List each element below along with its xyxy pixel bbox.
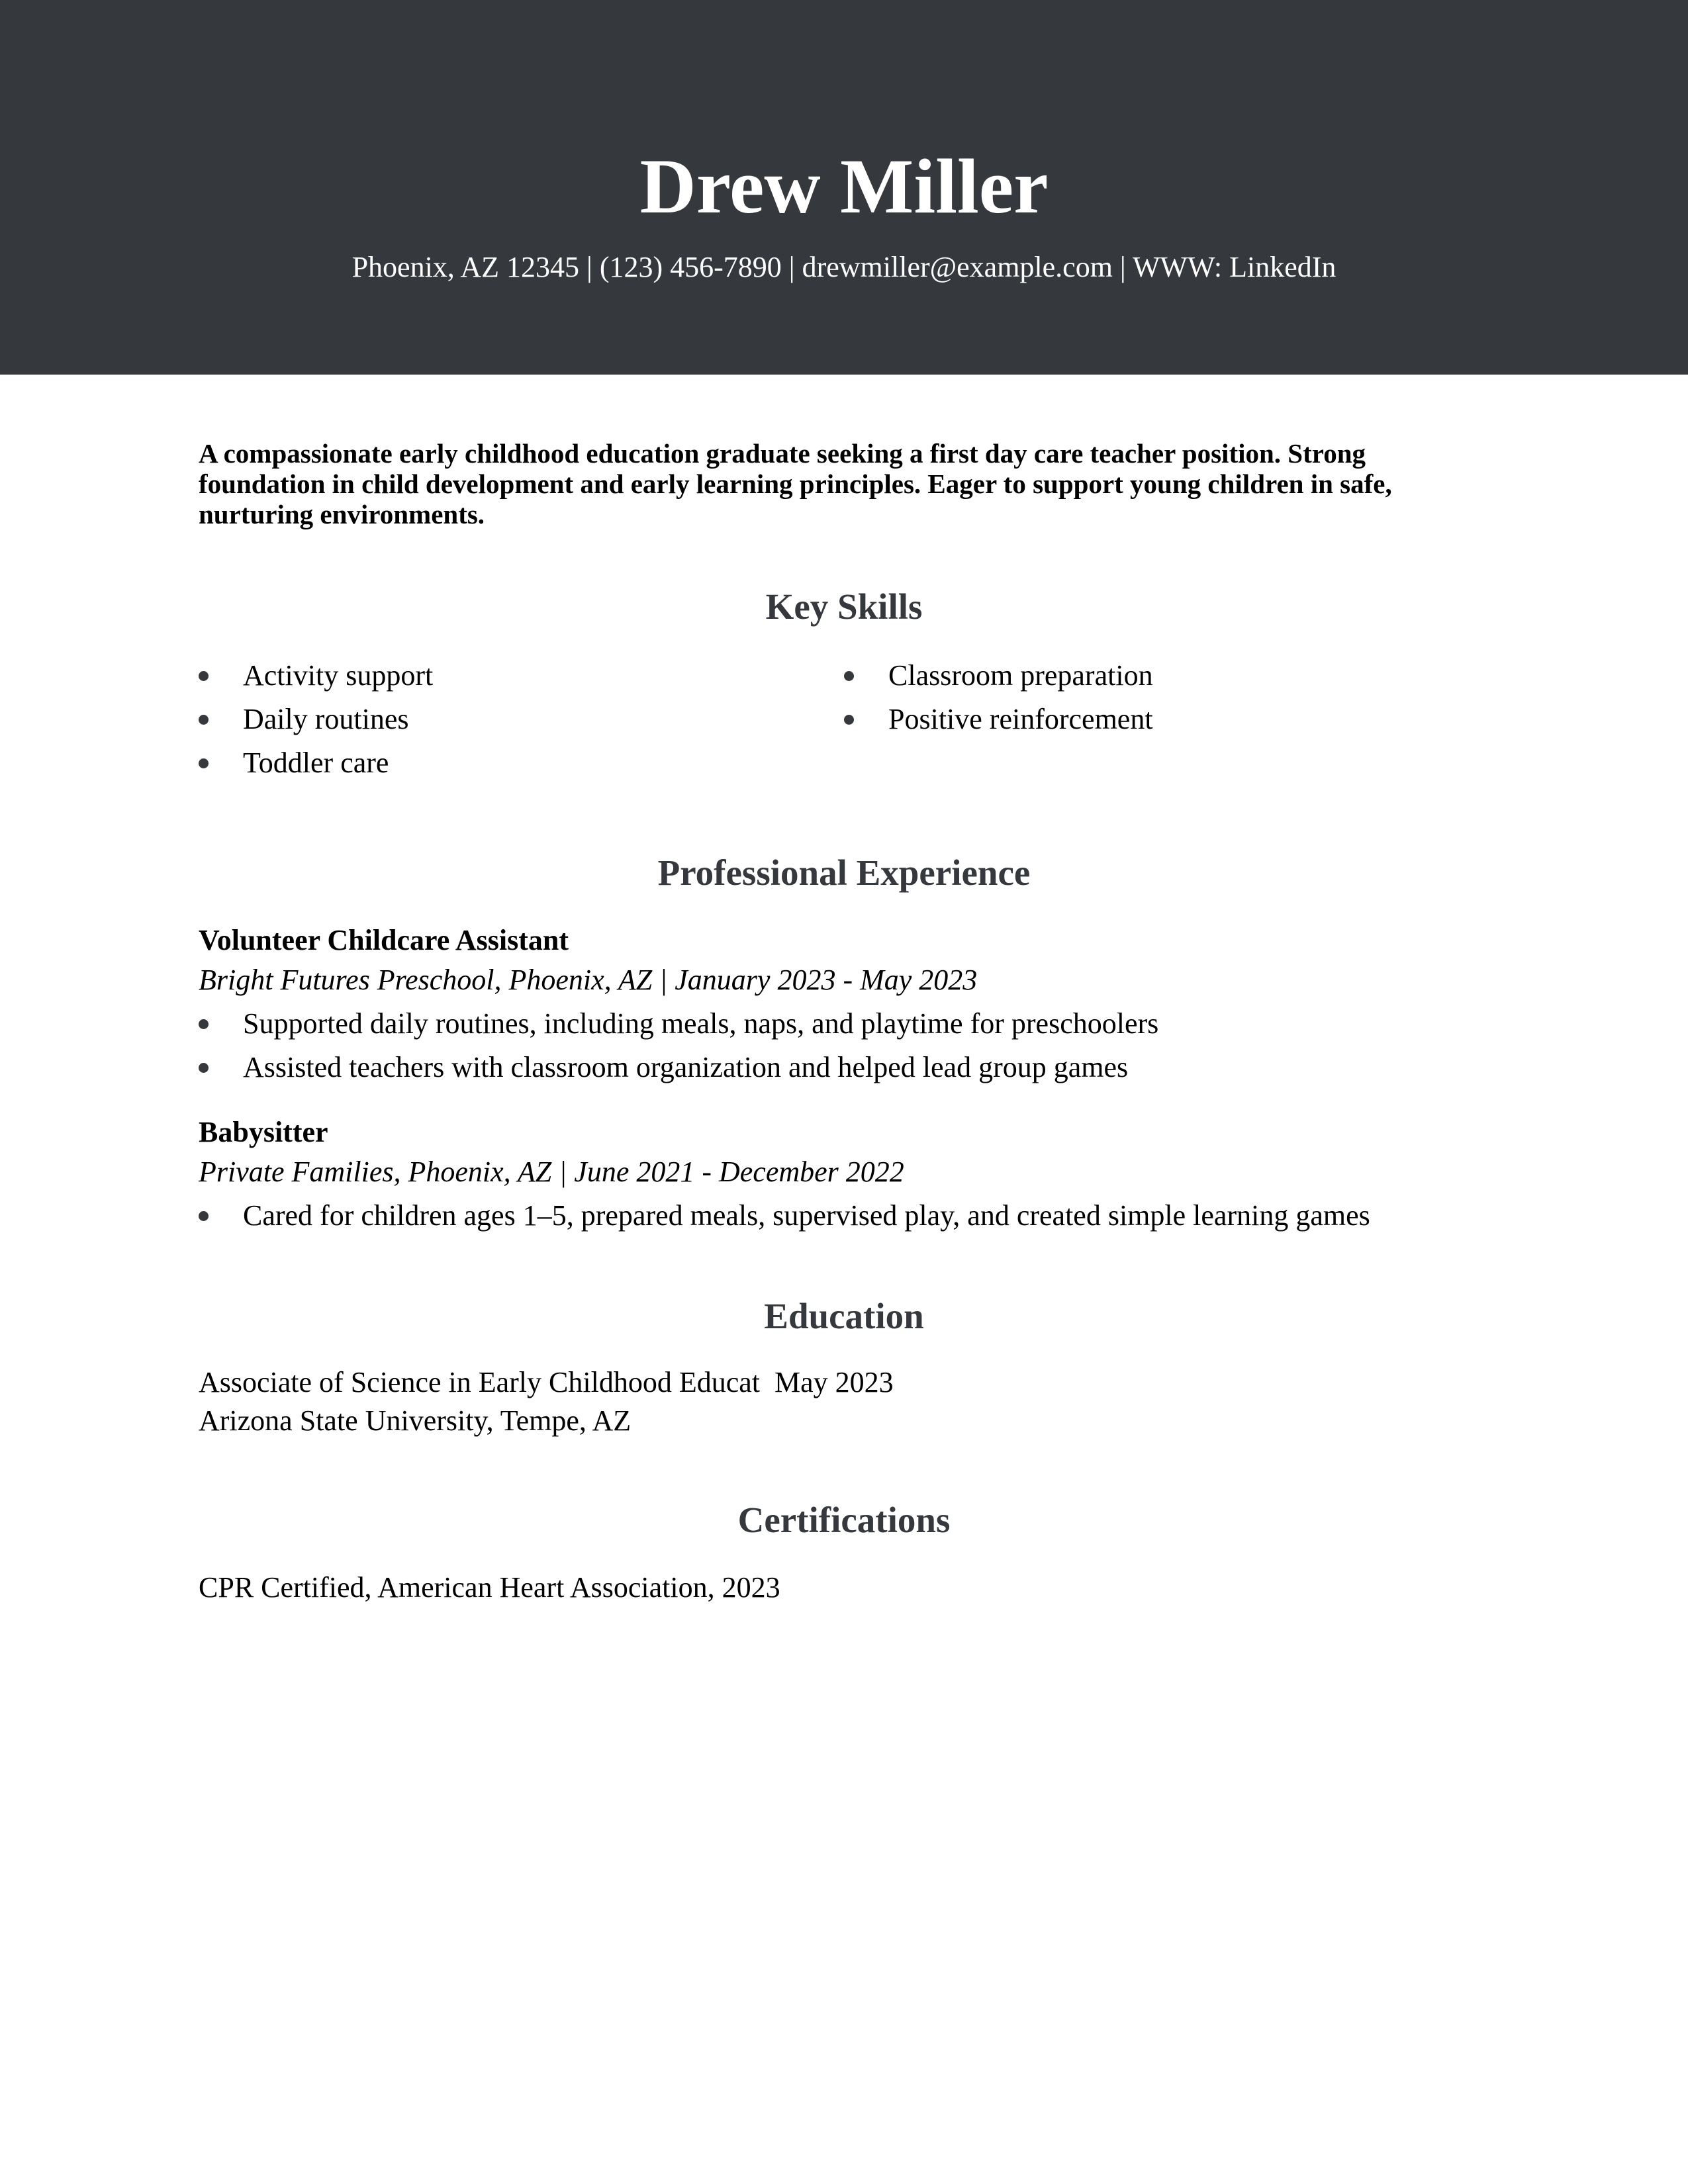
job-entry (199, 921, 1489, 1089)
job-bullets (199, 1194, 1489, 1238)
bullet-icon (844, 671, 854, 681)
contact-info: Phoenix, AZ 12345 | (123) 456-7890 | drewmiller@example.com | WWW: LinkedIn (352, 251, 1336, 283)
bullet-icon (199, 1211, 209, 1221)
school: Arizona State University, Tempe, AZ (199, 1404, 632, 1437)
education-entry (199, 1363, 1489, 1440)
certifications-heading: Certifications (737, 1500, 951, 1540)
skill-item: Classroom preparation (844, 654, 1489, 698)
skill-item: Toddler care (199, 741, 844, 785)
job-title: Volunteer Childcare Assistant (199, 924, 569, 956)
skills-heading: Key Skills (765, 586, 923, 627)
job-meta: Bright Futures Preschool, Phoenix, AZ | January 2023 - May 2023 (199, 964, 978, 996)
resume-header (0, 0, 1688, 375)
degree-line (199, 1363, 1489, 1402)
degree: Associate of Science in Early Childhood Educat (199, 1366, 760, 1398)
education-heading: Education (764, 1296, 924, 1336)
job-bullet: Assisted teachers with classroom organization and helped lead group games (199, 1046, 1489, 1089)
graduation-date: May 2023 (774, 1366, 894, 1398)
job-bullets (199, 1002, 1489, 1089)
skill-item: Positive reinforcement (844, 698, 1489, 741)
job-meta: Private Families, Phoenix, AZ | June 2021 - December 2022 (199, 1156, 904, 1188)
bullet-icon (199, 671, 209, 681)
bullet-icon (199, 1063, 209, 1073)
resume-body (199, 438, 1489, 1607)
bullet-icon (199, 1019, 209, 1029)
experience-heading: Professional Experience (657, 852, 1031, 893)
skills-column-left (199, 654, 844, 785)
skill-item: Daily routines (199, 698, 844, 741)
summary: A compassionate early childhood education graduate seeking a first day care teacher position. Strong foundation in child development and early learning principles. Eager to support young children in safe, nurturing environments. (199, 438, 1392, 529)
job-bullet: Cared for children ages 1–5, prepared meals, supervised play, and created simple learning games (199, 1194, 1489, 1238)
candidate-name: Drew Miller (639, 143, 1049, 230)
skills-list (199, 654, 1489, 785)
bullet-icon (199, 715, 209, 725)
bullet-icon (844, 715, 854, 725)
skills-column-right (844, 654, 1489, 785)
job-entry (199, 1113, 1489, 1238)
bullet-icon (199, 758, 209, 768)
job-bullet: Supported daily routines, including meals, naps, and playtime for preschoolers (199, 1002, 1489, 1046)
skill-item: Activity support (199, 654, 844, 698)
job-title: Babysitter (199, 1116, 328, 1148)
certification-item: CPR Certified, American Heart Association, 2023 (199, 1571, 780, 1604)
